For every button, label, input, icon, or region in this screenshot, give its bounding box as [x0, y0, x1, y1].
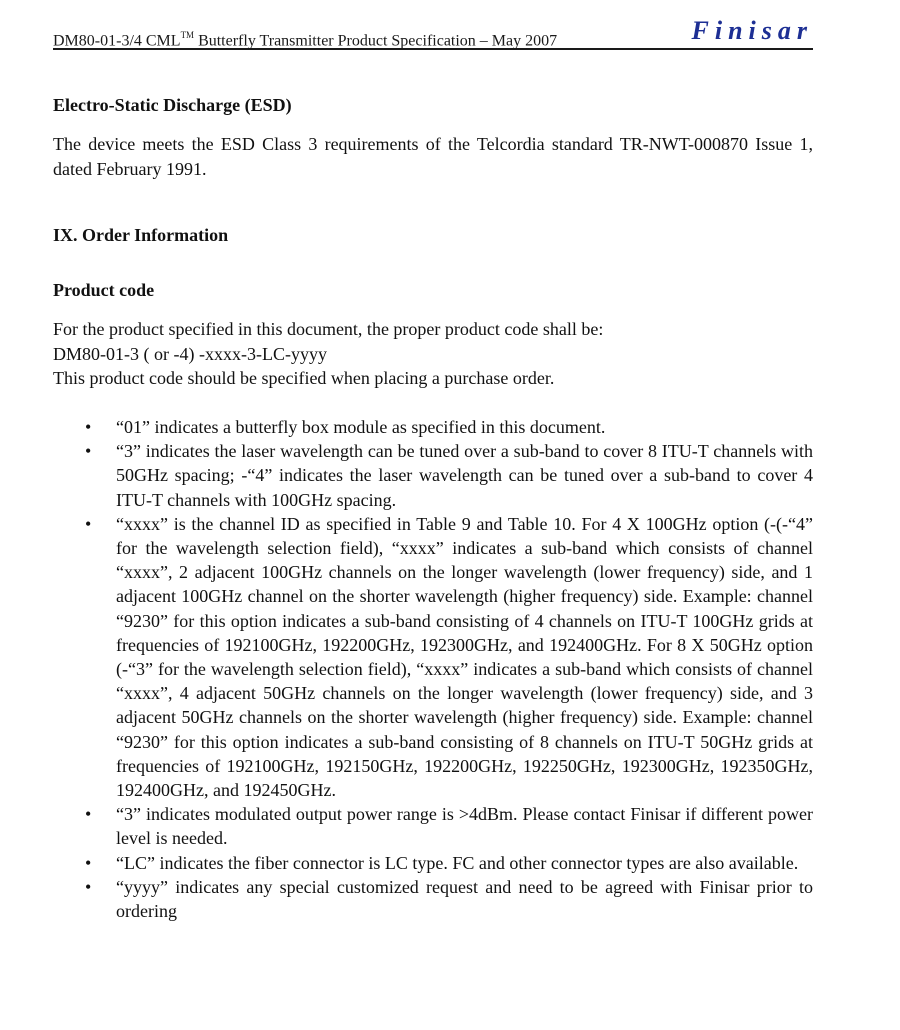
product-code-heading: Product code	[53, 280, 155, 300]
product-code-line: For the product specified in this document, the proper product code shall be:	[53, 319, 604, 339]
order-information-heading: IX. Order Information	[53, 225, 229, 245]
bullet-item: • “3” indicates the laser wavelength can be tuned over a sub-band to cover 8 ITU-T channels with 50GHz spacing; -“4” indicates the laser wavelength can be tuned over a sub-band to cover 4 ITU-T channels with 100GHz spacing.	[53, 439, 813, 512]
bullet-item: • “01” indicates a butterfly box module as specified in this document.	[53, 415, 813, 439]
trademark-mark: TM	[180, 30, 195, 40]
product-code-line: This product code should be specified when placing a purchase order.	[53, 368, 555, 388]
product-code-bullet-list	[53, 415, 813, 923]
esd-paragraph: The device meets the ESD Class 3 requirements of the Telcordia standard TR-NWT-000870 Issue 1, dated February 1991.	[53, 134, 813, 179]
bullet-item: • “yyyy” indicates any special customized request and need to be agreed with Finisar prior to ordering	[53, 875, 813, 923]
product-code-paragraph	[53, 317, 813, 391]
header-title-prefix: DM80-01-3/4 CML	[53, 32, 181, 50]
finisar-logo: Finisar	[691, 16, 813, 45]
page-header	[53, 14, 813, 50]
bullet-item: • “3” indicates modulated output power range is >4dBm. Please contact Finisar if different power level is needed.	[53, 802, 813, 850]
bullet-item: • “xxxx” is the channel ID as specified in Table 9 and Table 10. For 4 X 100GHz option (-(-“4” for the wavelength selection field), “xxxx” indicates a sub-band which consists of channel “xxxx”, 2 adjacent 100GHz channels on the longer wavelength (lower frequency) side, and 1 adjacent 100GHz channel on the shorter wavelength (higher frequency) side. Example: channel “9230” for this option indicates a sub-band consisting of 4 channels on ITU-T 100GHz grids at frequencies of 192100GHz, 192200GHz, 192300GHz, and 192400GHz. For 8 X 50GHz option (-“3” for the wavelength selection field), “xxxx” indicates a sub-band which consists of channel “xxxx”, 4 adjacent 50GHz channels on the longer wavelength (lower frequency) side, and 3 adjacent 50GHz channels on the shorter wavelength (higher frequency) side. Example: channel “9230” for this option indicates a sub-band consisting of 8 channels on ITU-T 50GHz grids at frequencies of 192100GHz, 192150GHz, 192200GHz, 192250GHz, 192300GHz, 192350GHz, 192400GHz, and 192450GHz.	[53, 512, 813, 802]
product-code-format: DM80-01-3 ( or -4) -xxxx-3-LC-yyyy	[53, 343, 327, 364]
header-title-suffix: Butterfly Transmitter Product Specification – May 2007	[194, 32, 558, 50]
header-title	[53, 26, 557, 51]
esd-heading: Electro-Static Discharge (ESD)	[53, 95, 292, 115]
bullet-item: • “LC” indicates the fiber connector is LC type. FC and other connector types are also available.	[53, 851, 813, 875]
